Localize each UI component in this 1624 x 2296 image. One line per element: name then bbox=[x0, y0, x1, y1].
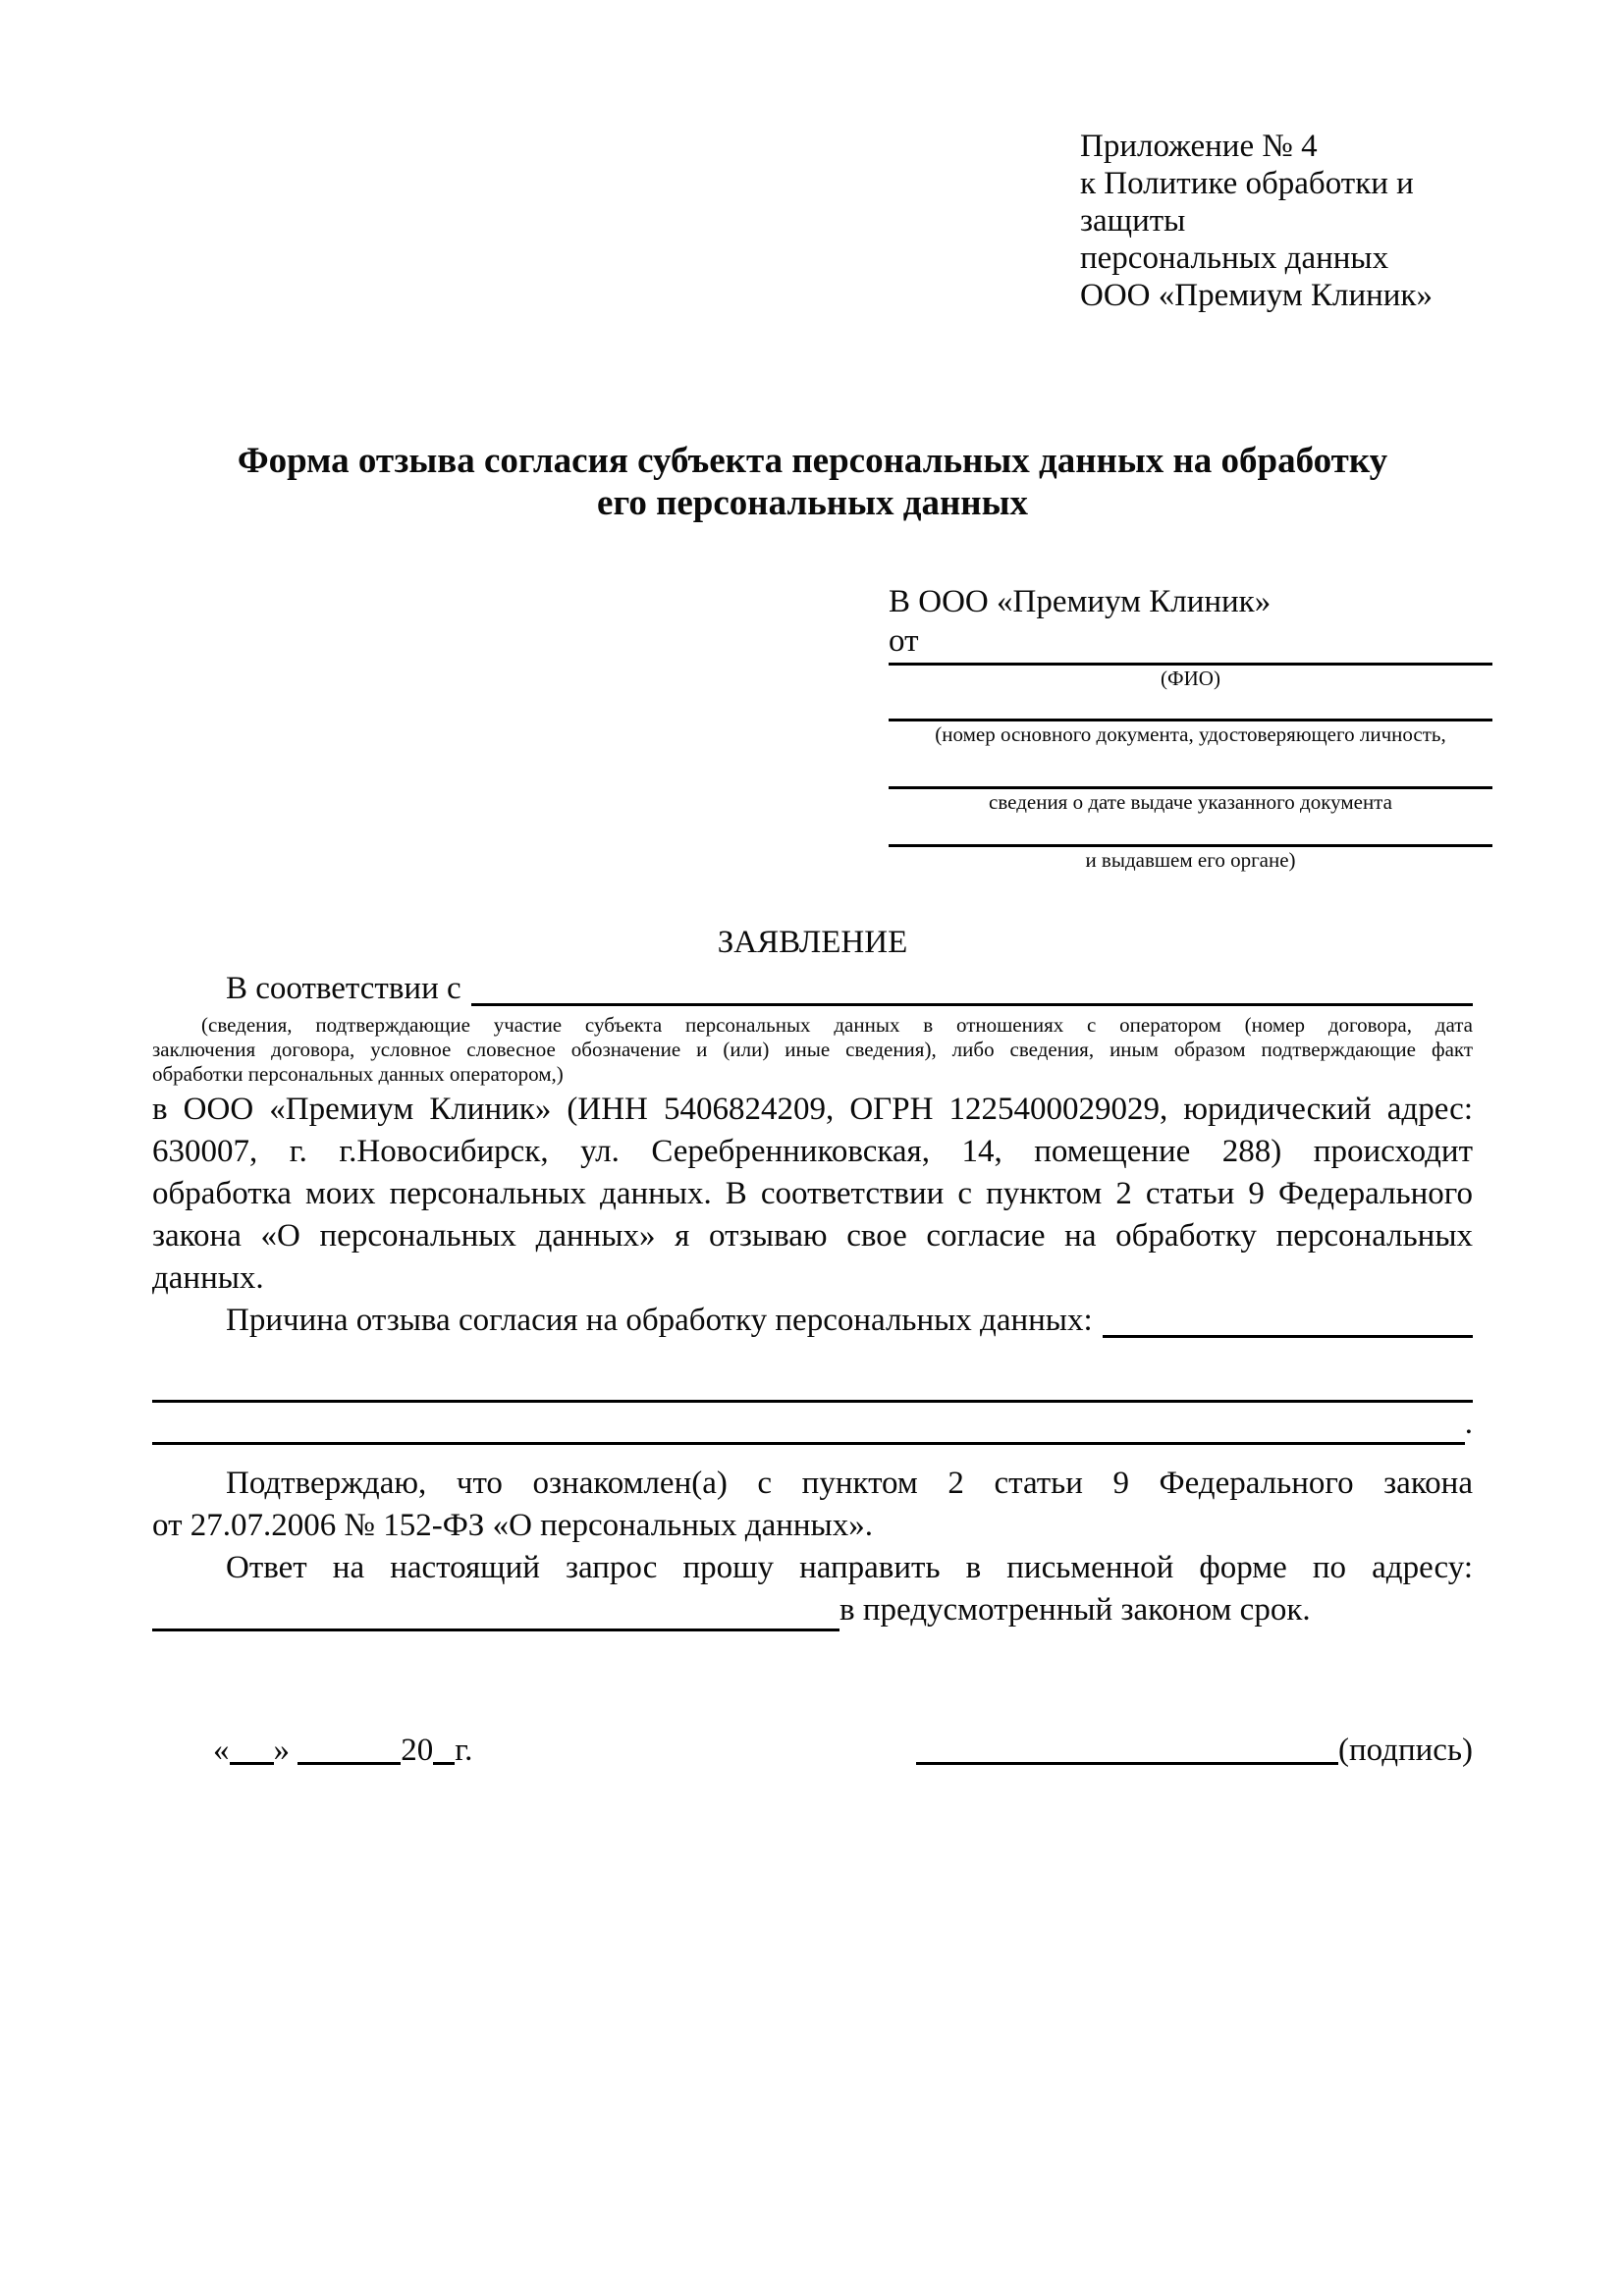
reason-blank-row-1 bbox=[152, 1342, 1473, 1403]
issuer-blank-line bbox=[889, 815, 1492, 847]
issuer-caption: и выдавшем его органе) bbox=[1085, 848, 1296, 872]
address-blank-line bbox=[152, 1599, 839, 1631]
appendix-header bbox=[1080, 128, 1473, 314]
reason-blank-line-full-2 bbox=[152, 1413, 1465, 1445]
doc-number-blank-line bbox=[889, 691, 1492, 721]
signature-group bbox=[916, 1730, 1473, 1772]
footer-row bbox=[152, 1730, 1473, 1772]
fio-caption: (ФИО) bbox=[1161, 667, 1220, 690]
date-day-blank bbox=[230, 1737, 274, 1765]
period-mark: . bbox=[1464, 1406, 1473, 1441]
appendix-line: к Политике обработки и защиты bbox=[1080, 166, 1414, 239]
addressee-from-label: от bbox=[889, 623, 919, 659]
response-row-2 bbox=[152, 1589, 1473, 1631]
date-month-blank bbox=[298, 1737, 401, 1765]
reason-blank-row-2 bbox=[152, 1403, 1473, 1445]
doc-number-caption: (номер основного документа, удостоверяющего личность, bbox=[935, 722, 1446, 746]
confirmation-line: Подтверждаю, что ознакомлен(а) с пунктом 2 статьи 9 Федерального закона bbox=[226, 1466, 1473, 1501]
reason-blank-line bbox=[1103, 1335, 1473, 1338]
body-line: обработка моих персональных данных. В соответствии с пунктом 2 статьи 9 Федерального bbox=[152, 1176, 1473, 1211]
document-title bbox=[152, 440, 1473, 524]
appendix-line: ООО «Премиум Клиник» bbox=[1080, 278, 1433, 313]
addressee-block bbox=[889, 582, 1492, 873]
reason-blank-line-full-1 bbox=[152, 1342, 1473, 1403]
date-open-quote: « bbox=[213, 1733, 230, 1768]
document-title-line: его персональных данных bbox=[597, 483, 1028, 523]
date-year-prefix: 20 bbox=[401, 1733, 434, 1768]
intro-row bbox=[152, 968, 1473, 1010]
reason-row bbox=[152, 1300, 1473, 1342]
date-year-suffix: г. bbox=[455, 1733, 473, 1768]
appendix-line: персональных данных bbox=[1080, 240, 1389, 276]
document-title-line: Форма отзыва согласия субъекта персональных данных на обработку bbox=[237, 441, 1388, 481]
intro-footnote-line: обработки персональных данных оператором,) bbox=[152, 1062, 564, 1086]
addressee-to: В ООО «Премиум Клиник» bbox=[889, 584, 1272, 619]
issue-date-caption: сведения о дате выдаче указанного документа bbox=[989, 790, 1392, 814]
body-line: 630007, г. г.Новосибирск, ул. Серебренниковская, 14, помещение 288) происходит bbox=[152, 1134, 1473, 1169]
issue-date-blank-line bbox=[889, 747, 1492, 789]
response-paragraph bbox=[152, 1547, 1473, 1631]
date-group bbox=[152, 1730, 472, 1772]
date-year-blank bbox=[433, 1737, 455, 1765]
body-line: закона «О персональных данных» я отзываю свое согласие на обработку персональных bbox=[152, 1218, 1473, 1254]
response-tail-text: в предусмотренный законом срок. bbox=[839, 1592, 1311, 1628]
signature-caption: (подпись) bbox=[1338, 1733, 1473, 1768]
intro-footnote-line: заключения договора, условное словесное обозначение и (или) иные сведения), либо сведения, иным образом подтверждающие факт bbox=[152, 1038, 1473, 1061]
date-close-quote: » bbox=[273, 1733, 290, 1768]
reason-label: Причина отзыва согласия на обработку персональных данных: bbox=[226, 1303, 1093, 1338]
confirmation-paragraph bbox=[152, 1463, 1473, 1547]
signature-blank-line bbox=[916, 1737, 1338, 1765]
intro-label: В соответствии с bbox=[226, 971, 461, 1006]
statement-heading: ЗАЯВЛЕНИЕ bbox=[717, 925, 908, 960]
body-line: данных. bbox=[152, 1260, 264, 1296]
response-line-1: Ответ на настоящий запрос прошу направить в письменной форме по адресу: bbox=[226, 1550, 1473, 1585]
intro-blank-line bbox=[471, 1003, 1473, 1006]
confirmation-line: от 27.07.2006 № 152-ФЗ «О персональных данных». bbox=[152, 1508, 873, 1543]
body-line: в ООО «Премиум Клиник» (ИНН 5406824209, ОГРН 1225400029029, юридический адрес: bbox=[152, 1092, 1473, 1127]
intro-footnote-line: (сведения, подтверждающие участие субъекта персональных данных в отношениях с оператором (номер договора, дата bbox=[201, 1013, 1473, 1037]
body-paragraph bbox=[152, 1089, 1473, 1300]
appendix-line: Приложение № 4 bbox=[1080, 129, 1318, 164]
intro-footnote bbox=[152, 1013, 1473, 1087]
